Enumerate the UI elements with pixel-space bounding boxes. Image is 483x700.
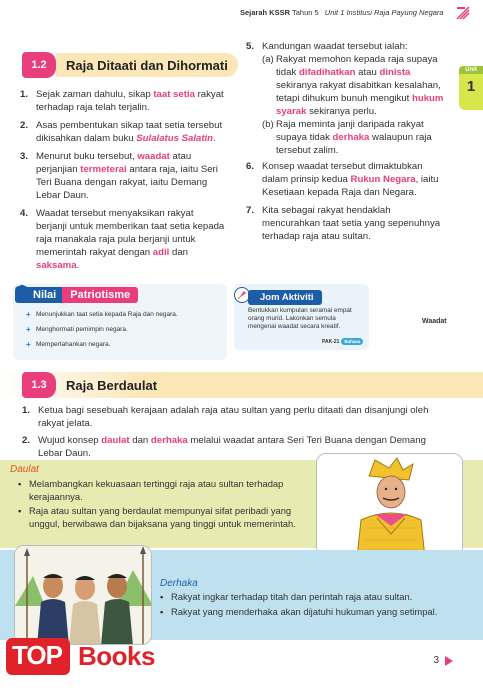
book-year: Tahun 5 <box>291 8 319 17</box>
brand-top: TOP <box>6 638 70 675</box>
list-item: • Melambangkan kekuasaan tertinggi raja atau sultan terhadap kerajaannya. <box>18 478 284 502</box>
unit-title: Unit 1 Institusi Raja Payung Negara <box>324 8 444 17</box>
list-item: 6. Konsep waadat tersebut dimaktubkan dalam prinsip kedua Rukun Negara, iaitu Kesetiaan kepada Raja dan Negara. <box>246 161 439 198</box>
topbooks-logo <box>6 638 155 675</box>
page-number <box>433 655 453 666</box>
unit-tab-number: 1 <box>466 78 476 95</box>
page-number-value: 3 <box>433 655 439 666</box>
nilai-header <box>15 286 138 304</box>
list-item: 2. Asas pembentukan sikap taat setia tersebut dikisahkan dalam buku Sulalatus Salatin. <box>20 120 223 144</box>
sultan-figure-icon <box>317 454 463 557</box>
list-item: 1. Ketua bagi sesebuah kerajaan adalah raja atau sultan yang perlu ditaati dan disanjungi oleh rakyat jelata. <box>22 405 429 429</box>
aktiviti-instructions: Bentukkan kumpulan seramai empat orang murid. Lakonkan semula mengenai waadat secara kreatif. <box>248 307 352 330</box>
sub-item-b: (b) Raja meminta janji daripada rakyat supaya tidak derhaka walaupun raja tersebut zalim. <box>262 119 432 156</box>
derhaka-title: Derhaka <box>160 578 198 589</box>
section-1-3-header <box>22 372 167 398</box>
section-title: Raja Ditaati dan Dihormati <box>56 53 238 77</box>
list-item: 5. Kandungan waadat tersebut ialah: (a) Rakyat memohon kepada raja supaya tidak difadihatkan atau dinista sekiranya rakyat disabitkan kesalahan, tetapi dihukum bunuh mengikut hukum syarak sekiranya perlu. (b) Raja meminta janji daripada rakyat supaya tidak derhaka walaupun raja tersebut zalim. <box>246 40 451 157</box>
list-item: + Mempertahankan negara. <box>26 340 111 349</box>
section-number: 1.2 <box>22 52 56 78</box>
list-item: + Menunjukkan taat setia kepada Raja dan negara. <box>26 310 178 319</box>
pak21-tag <box>322 338 363 345</box>
unit-tab-label: Unit <box>459 66 483 74</box>
section-number: 1.3 <box>22 372 56 398</box>
aktiviti-header <box>248 290 322 305</box>
villagers-figure-icon <box>15 546 152 645</box>
daulat-title: Daulat <box>10 464 39 475</box>
list-item: 7. Kita sebagai rakyat hendaklah mencurahkan taat setia yang sepenuhnya terhadap raja atau sultan. <box>246 205 441 242</box>
nilai-value: Patriotisme <box>62 287 138 303</box>
nilai-label: Nilai <box>15 287 62 303</box>
waadat-label: Waadat <box>422 318 447 325</box>
nilai-list <box>26 311 178 356</box>
aktiviti-label-1: Jom <box>260 292 280 303</box>
aktiviti-label-2: Aktiviti <box>281 292 314 303</box>
list-item: 3. Menurut buku tersebut, waadat atau perjanjian termeterai antara raja, iaitu Seri Teri Buana dengan rakyat, iaitu Demang Lebar Daun. <box>20 151 218 201</box>
section-1-2-header <box>22 52 238 78</box>
sultan-illustration <box>316 453 463 557</box>
section-title: Raja Berdaulat <box>66 377 158 393</box>
list-item: 1. Sejak zaman dahulu, sikap taat setia rakyat terhadap raja telah terjalin. <box>20 89 224 113</box>
running-header <box>240 8 444 17</box>
pak21-chip: Bahasa <box>341 338 363 345</box>
list-item: 2. Wujud konsep daulat dan derhaka melalui waadat antara Seri Teri Buana dengan Demang Lebar Daun. <box>22 435 426 459</box>
section-1-2-list-left <box>20 88 225 278</box>
list-item: • Rakyat yang menderhaka akan dijatuhi hukuman yang setimpal. <box>160 605 438 617</box>
list-item: • Raja atau sultan yang berdaulat mempunyai sifat peribadi yang unggul, berwibawa dan bijaksana yang tinggi untuk memerintah. <box>18 505 296 529</box>
daulat-list <box>18 478 308 532</box>
list-item: • Rakyat ingkar terhadap titah dan perintah raja atau sultan. <box>160 591 413 602</box>
section-1-2-list-right <box>246 40 451 249</box>
next-arrow-icon[interactable] <box>445 656 453 666</box>
list-item: 4. Waadat tersebut menyaksikan rakyat berjanji untuk memberikan taat setia kepada raja manakala raja pula berjanji untuk memerintah rakyat dengan adil dan saksama. <box>20 208 225 271</box>
pak21-label: PAK-21 <box>322 338 340 345</box>
villagers-illustration <box>14 545 152 645</box>
book-title: Sejarah KSSR <box>240 8 291 17</box>
brand-books: Books <box>77 641 155 671</box>
list-item: + Menghormati pemimpin negara. <box>26 325 128 334</box>
derhaka-list <box>160 591 455 620</box>
sub-item-a: (a) Rakyat memohon kepada raja supaya tidak difadihatkan atau dinista sekiranya rakyat disabitkan kesalahan, tetapi dihukum bunuh mengikut hukum syarak sekiranya perlu. <box>262 54 444 117</box>
publisher-logo-icon <box>455 5 471 21</box>
unit-tab[interactable] <box>459 66 483 110</box>
